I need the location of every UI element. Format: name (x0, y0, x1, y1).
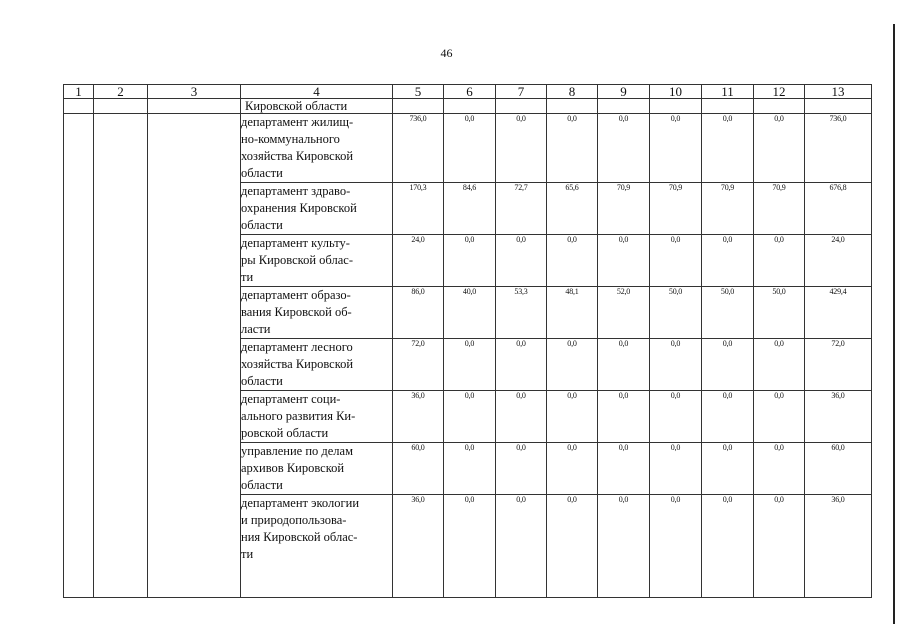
value-col-12: 0,0 (754, 443, 805, 495)
department-name-line: области (241, 218, 283, 232)
value-col-6: 40,0 (444, 287, 496, 339)
value-col-7: 0,0 (496, 114, 547, 183)
value-col-5: 24,0 (393, 235, 444, 287)
value-col-10: 0,0 (650, 114, 702, 183)
department-name-line: ния Кировской облас- (241, 530, 358, 544)
col-header-13: 13 (805, 85, 872, 99)
value-col-8: 0,0 (547, 443, 598, 495)
col-header-2: 2 (94, 85, 148, 99)
value-col-11: 0,0 (702, 114, 754, 183)
department-name-line: и природопользова- (241, 513, 347, 527)
table-row (64, 114, 872, 183)
value-col-12: 70,9 (754, 183, 805, 235)
value-col-13: 36,0 (805, 495, 872, 598)
value-col-5: 60,0 (393, 443, 444, 495)
col-header-9: 9 (598, 85, 650, 99)
value-col-12: 0,0 (754, 495, 805, 598)
value-col-10: 0,0 (650, 443, 702, 495)
col-3-empty-cell (148, 114, 241, 598)
value-col-7: 0,0 (496, 339, 547, 391)
department-name-line: департамент здраво- (241, 184, 351, 198)
department-name-line: департамент лесного (241, 340, 353, 354)
value-col-8: 65,6 (547, 183, 598, 235)
department-name-line: ти (241, 270, 254, 284)
department-name-line: департамент образо- (241, 288, 351, 302)
value-col-8: 0,0 (547, 495, 598, 598)
value-col-12: 0,0 (754, 339, 805, 391)
col-header-4: 4 (241, 85, 393, 99)
department-name-line: департамент соци- (241, 392, 341, 406)
value-col-8: 48,1 (547, 287, 598, 339)
value-col-9: 0,0 (598, 235, 650, 287)
value-col-6: 0,0 (444, 339, 496, 391)
value-col-13: 736,0 (805, 114, 872, 183)
column-number-row (64, 85, 872, 99)
value-col-9: 0,0 (598, 339, 650, 391)
col-header-8: 8 (547, 85, 598, 99)
col-header-10: 10 (650, 85, 702, 99)
department-name-line: департамент жилищ- (241, 115, 354, 129)
value-col-10: 0,0 (650, 495, 702, 598)
value-col-9: 70,9 (598, 183, 650, 235)
value-col-6: 0,0 (444, 114, 496, 183)
col-header-3: 3 (148, 85, 241, 99)
value-col-10: 0,0 (650, 235, 702, 287)
value-col-11: 70,9 (702, 183, 754, 235)
value-col-12: 0,0 (754, 114, 805, 183)
value-col-7: 0,0 (496, 235, 547, 287)
value-col-10: 70,9 (650, 183, 702, 235)
department-name-line: вания Кировской об- (241, 305, 352, 319)
department-name (241, 391, 393, 443)
value-col-6: 0,0 (444, 235, 496, 287)
department-name (241, 235, 393, 287)
value-col-13: 676,8 (805, 183, 872, 235)
value-col-7: 53,3 (496, 287, 547, 339)
department-name-line: ласти (241, 322, 271, 336)
department-name-line: хозяйства Кировской (241, 149, 354, 163)
department-name-line: ровской области (241, 426, 329, 440)
value-col-9: 0,0 (598, 495, 650, 598)
department-name-line: управление по делам (241, 444, 353, 458)
department-name-line: но-коммунального (241, 132, 340, 146)
value-col-13: 36,0 (805, 391, 872, 443)
value-col-5: 736,0 (393, 114, 444, 183)
department-name (241, 183, 393, 235)
department-name (241, 443, 393, 495)
value-col-5: 170,3 (393, 183, 444, 235)
value-col-5: 86,0 (393, 287, 444, 339)
department-name-line: департамент культу- (241, 236, 350, 250)
col-header-12: 12 (754, 85, 805, 99)
value-col-13: 24,0 (805, 235, 872, 287)
value-col-7: 72,7 (496, 183, 547, 235)
value-col-6: 0,0 (444, 391, 496, 443)
value-col-9: 0,0 (598, 443, 650, 495)
value-col-9: 52,0 (598, 287, 650, 339)
department-name-line: области (241, 478, 283, 492)
department-name-line: хозяйства Кировской (241, 357, 354, 371)
value-col-10: 0,0 (650, 391, 702, 443)
col-header-1: 1 (64, 85, 94, 99)
value-col-10: 0,0 (650, 339, 702, 391)
carry-over-row (64, 99, 872, 114)
department-name-line: ти (241, 547, 254, 561)
value-col-8: 0,0 (547, 235, 598, 287)
value-col-8: 0,0 (547, 114, 598, 183)
value-col-5: 36,0 (393, 391, 444, 443)
value-col-7: 0,0 (496, 391, 547, 443)
col-header-6: 6 (444, 85, 496, 99)
value-col-6: 84,6 (444, 183, 496, 235)
col-header-5: 5 (393, 85, 444, 99)
department-name (241, 114, 393, 183)
value-col-8: 0,0 (547, 339, 598, 391)
value-col-12: 0,0 (754, 391, 805, 443)
value-col-11: 0,0 (702, 339, 754, 391)
value-col-9: 0,0 (598, 114, 650, 183)
department-name-line: ры Кировской облас- (241, 253, 353, 267)
value-col-9: 0,0 (598, 391, 650, 443)
value-col-7: 0,0 (496, 443, 547, 495)
value-col-5: 36,0 (393, 495, 444, 598)
value-col-12: 50,0 (754, 287, 805, 339)
col-header-11: 11 (702, 85, 754, 99)
page-edge-rule (893, 24, 895, 624)
col-1-empty-cell (64, 114, 94, 598)
department-name-line: области (241, 166, 283, 180)
department-name-line: ального развития Ки- (241, 409, 356, 423)
value-col-11: 0,0 (702, 391, 754, 443)
department-name-line: департамент экологии (241, 496, 360, 510)
value-col-5: 72,0 (393, 339, 444, 391)
value-col-13: 60,0 (805, 443, 872, 495)
col-2-empty-cell (94, 114, 148, 598)
department-name (241, 287, 393, 339)
value-col-12: 0,0 (754, 235, 805, 287)
page-number: 46 (440, 46, 453, 60)
department-name-line: области (241, 374, 283, 388)
department-name-line: архивов Кировской (241, 461, 345, 475)
value-col-11: 50,0 (702, 287, 754, 339)
department-name-line: охранения Кировской (241, 201, 357, 215)
carry-over-text: Кировской области (241, 99, 393, 114)
department-name (241, 495, 393, 598)
budget-table (63, 84, 872, 598)
value-col-6: 0,0 (444, 495, 496, 598)
value-col-11: 0,0 (702, 443, 754, 495)
col-header-7: 7 (496, 85, 547, 99)
value-col-11: 0,0 (702, 495, 754, 598)
value-col-10: 50,0 (650, 287, 702, 339)
value-col-13: 429,4 (805, 287, 872, 339)
value-col-7: 0,0 (496, 495, 547, 598)
value-col-8: 0,0 (547, 391, 598, 443)
value-col-6: 0,0 (444, 443, 496, 495)
value-col-11: 0,0 (702, 235, 754, 287)
department-name (241, 339, 393, 391)
value-col-13: 72,0 (805, 339, 872, 391)
